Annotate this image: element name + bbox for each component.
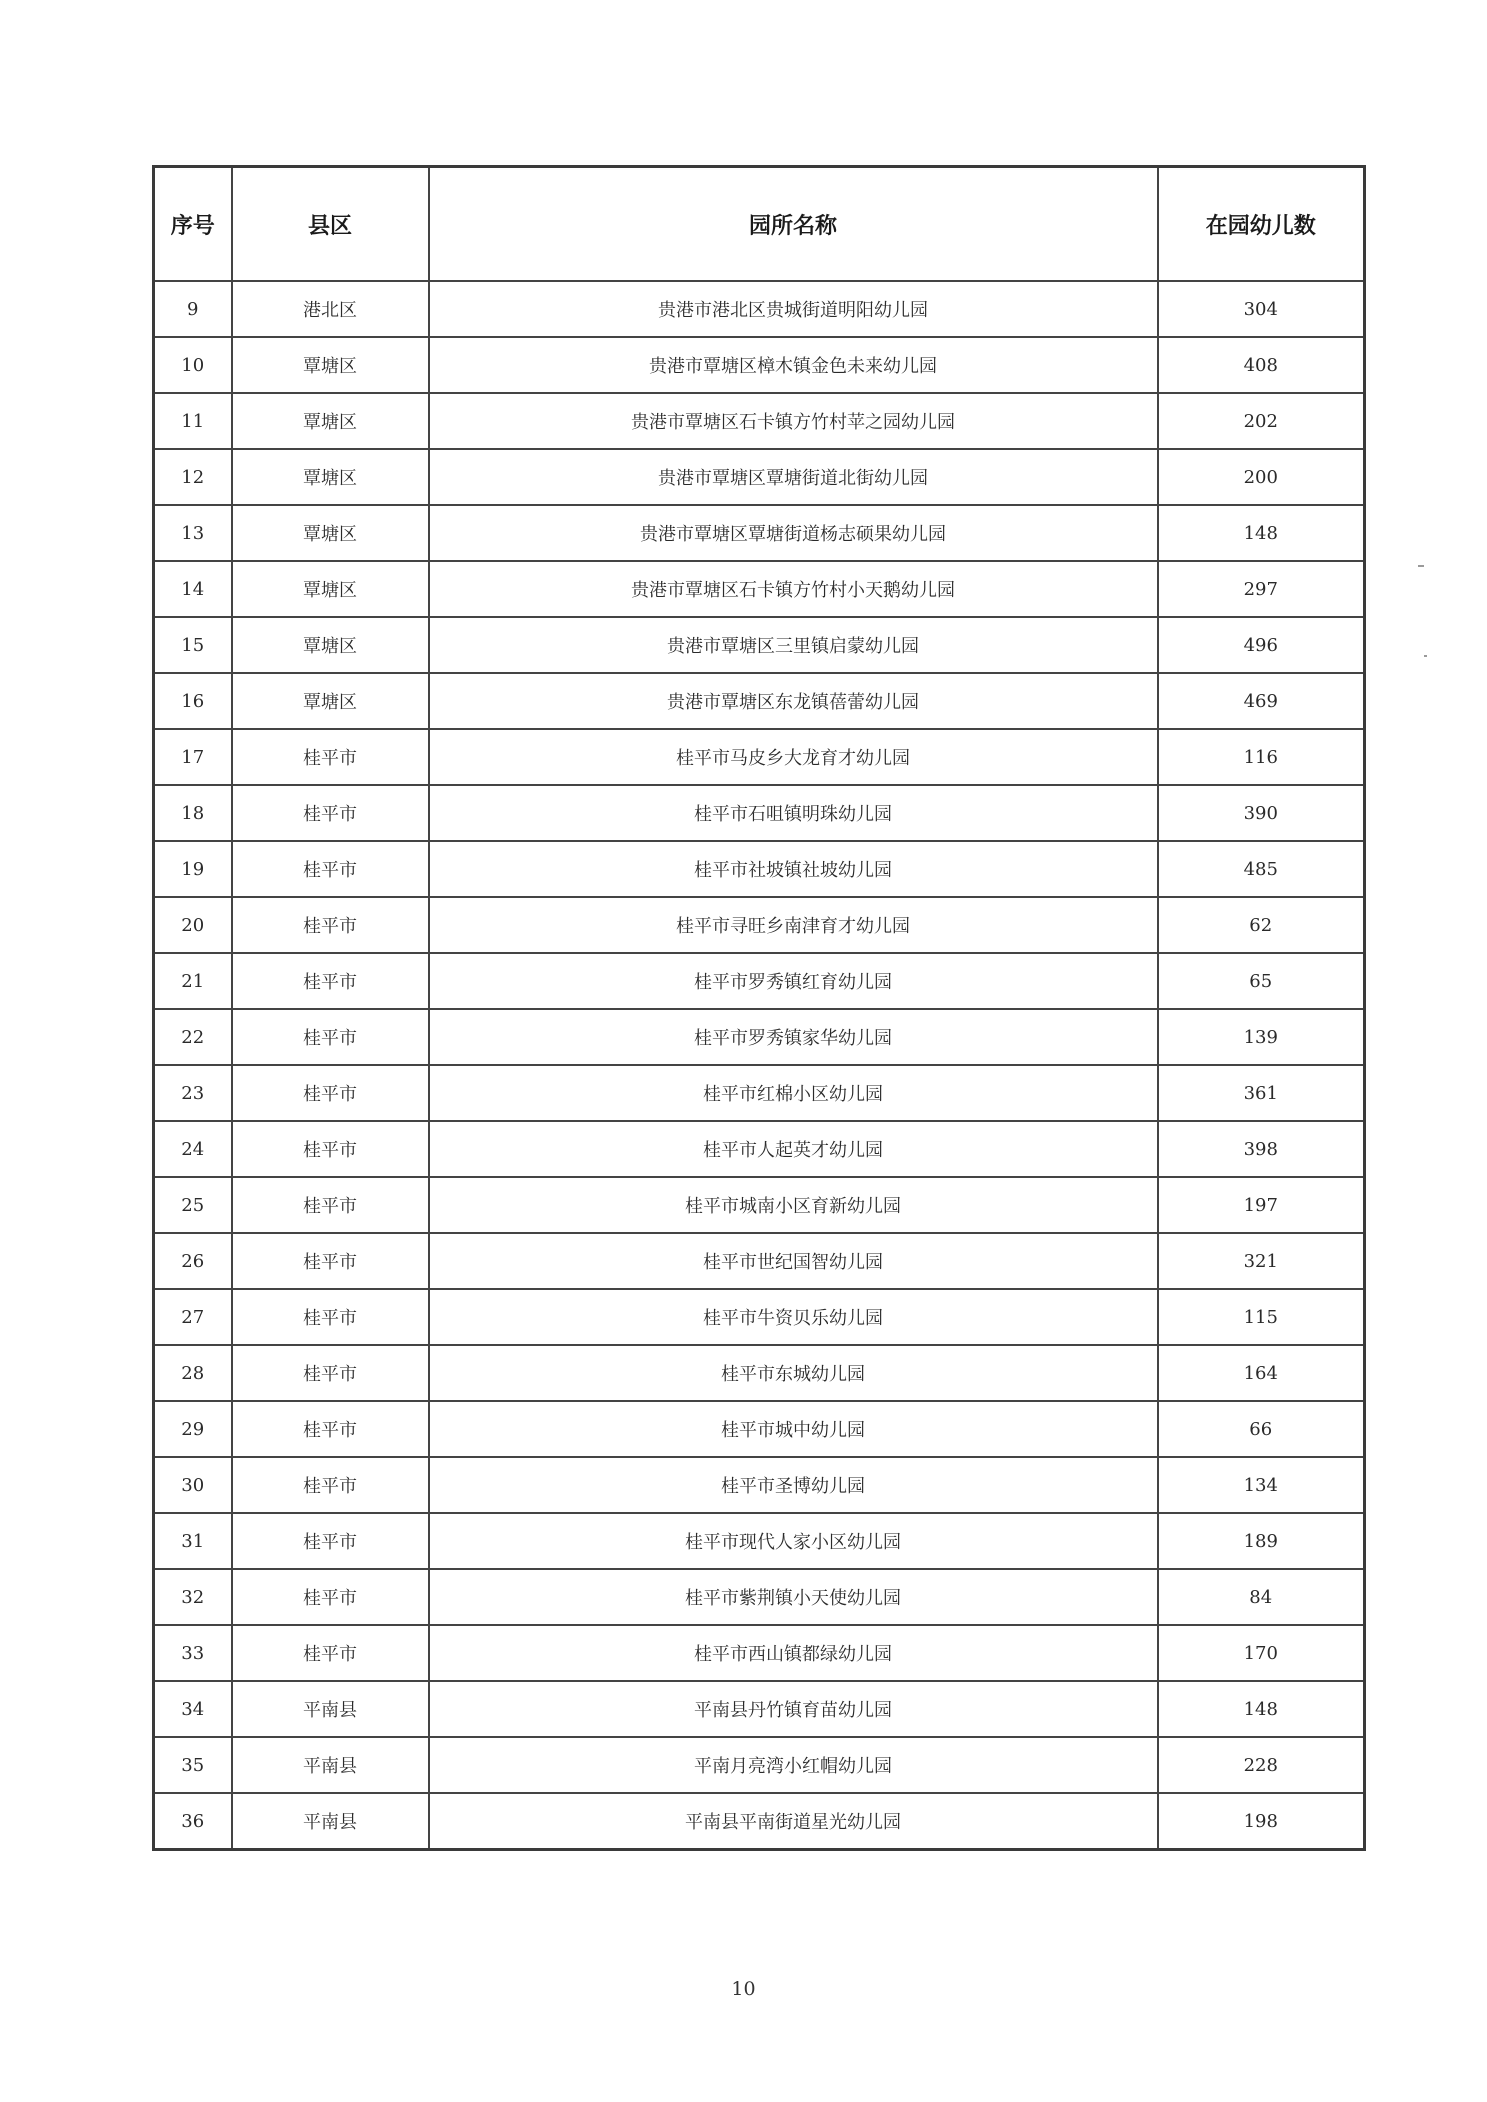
- table-row: [154, 617, 1365, 673]
- cell-seq: 16: [154, 673, 232, 729]
- cell-county: 覃塘区: [232, 673, 429, 729]
- cell-county: 桂平市: [232, 1009, 429, 1065]
- cell-count: 297: [1158, 561, 1365, 617]
- table-row: [154, 1625, 1365, 1681]
- cell-count: 197: [1158, 1177, 1365, 1233]
- cell-count: 485: [1158, 841, 1365, 897]
- header-count: 在园幼儿数: [1158, 167, 1365, 282]
- cell-name: 贵港市覃塘区覃塘街道杨志硕果幼儿园: [429, 505, 1158, 561]
- cell-count: 148: [1158, 505, 1365, 561]
- cell-county: 覃塘区: [232, 617, 429, 673]
- table-row: [154, 785, 1365, 841]
- cell-count: 134: [1158, 1457, 1365, 1513]
- cell-name: 桂平市东城幼儿园: [429, 1345, 1158, 1401]
- cell-county: 桂平市: [232, 1121, 429, 1177]
- cell-seq: 13: [154, 505, 232, 561]
- table-row: [154, 841, 1365, 897]
- header-seq: 序号: [154, 167, 232, 282]
- cell-count: 189: [1158, 1513, 1365, 1569]
- cell-county: 桂平市: [232, 785, 429, 841]
- cell-count: 496: [1158, 617, 1365, 673]
- table-row: [154, 1009, 1365, 1065]
- cell-county: 桂平市: [232, 729, 429, 785]
- cell-count: 398: [1158, 1121, 1365, 1177]
- cell-county: 覃塘区: [232, 561, 429, 617]
- cell-count: 361: [1158, 1065, 1365, 1121]
- cell-seq: 11: [154, 393, 232, 449]
- cell-county: 桂平市: [232, 1345, 429, 1401]
- cell-count: 228: [1158, 1737, 1365, 1793]
- cell-seq: 34: [154, 1681, 232, 1737]
- cell-county: 覃塘区: [232, 505, 429, 561]
- cell-county: 桂平市: [232, 1401, 429, 1457]
- cell-name: 贵港市覃塘区三里镇启蒙幼儿园: [429, 617, 1158, 673]
- cell-county: 平南县: [232, 1737, 429, 1793]
- cell-count: 148: [1158, 1681, 1365, 1737]
- cell-county: 桂平市: [232, 1625, 429, 1681]
- table-row: [154, 729, 1365, 785]
- table-row: [154, 505, 1365, 561]
- cell-county: 桂平市: [232, 1065, 429, 1121]
- cell-county: 覃塘区: [232, 337, 429, 393]
- table-row: [154, 673, 1365, 729]
- cell-name: 桂平市人起英才幼儿园: [429, 1121, 1158, 1177]
- table-row: [154, 281, 1365, 337]
- scan-artifact-mark: [1418, 565, 1424, 567]
- table-row: [154, 1065, 1365, 1121]
- table-row: [154, 1569, 1365, 1625]
- table-row: [154, 953, 1365, 1009]
- cell-name: 贵港市覃塘区石卡镇方竹村苹之园幼儿园: [429, 393, 1158, 449]
- cell-count: 198: [1158, 1793, 1365, 1850]
- cell-name: 平南县平南街道星光幼儿园: [429, 1793, 1158, 1850]
- cell-count: 115: [1158, 1289, 1365, 1345]
- table-row: [154, 1233, 1365, 1289]
- cell-name: 贵港市港北区贵城街道明阳幼儿园: [429, 281, 1158, 337]
- cell-county: 桂平市: [232, 953, 429, 1009]
- cell-name: 桂平市城南小区育新幼儿园: [429, 1177, 1158, 1233]
- cell-seq: 14: [154, 561, 232, 617]
- cell-seq: 25: [154, 1177, 232, 1233]
- cell-name: 贵港市覃塘区樟木镇金色未来幼儿园: [429, 337, 1158, 393]
- cell-seq: 9: [154, 281, 232, 337]
- cell-seq: 18: [154, 785, 232, 841]
- table-row: [154, 1681, 1365, 1737]
- cell-count: 408: [1158, 337, 1365, 393]
- cell-seq: 36: [154, 1793, 232, 1850]
- cell-name: 桂平市寻旺乡南津育才幼儿园: [429, 897, 1158, 953]
- cell-seq: 23: [154, 1065, 232, 1121]
- cell-county: 桂平市: [232, 1177, 429, 1233]
- cell-seq: 10: [154, 337, 232, 393]
- table-row: [154, 1345, 1365, 1401]
- cell-count: 62: [1158, 897, 1365, 953]
- cell-county: 桂平市: [232, 897, 429, 953]
- table-row: [154, 1457, 1365, 1513]
- cell-count: 321: [1158, 1233, 1365, 1289]
- cell-seq: 17: [154, 729, 232, 785]
- cell-seq: 15: [154, 617, 232, 673]
- header-name: 园所名称: [429, 167, 1158, 282]
- cell-county: 桂平市: [232, 1233, 429, 1289]
- cell-name: 桂平市现代人家小区幼儿园: [429, 1513, 1158, 1569]
- cell-count: 304: [1158, 281, 1365, 337]
- cell-seq: 32: [154, 1569, 232, 1625]
- cell-county: 平南县: [232, 1681, 429, 1737]
- cell-seq: 19: [154, 841, 232, 897]
- table-row: [154, 449, 1365, 505]
- cell-seq: 31: [154, 1513, 232, 1569]
- cell-county: 桂平市: [232, 1289, 429, 1345]
- scan-artifact-mark: [1424, 655, 1427, 657]
- cell-count: 65: [1158, 953, 1365, 1009]
- cell-name: 贵港市覃塘区覃塘街道北街幼儿园: [429, 449, 1158, 505]
- cell-name: 桂平市城中幼儿园: [429, 1401, 1158, 1457]
- cell-seq: 33: [154, 1625, 232, 1681]
- cell-seq: 35: [154, 1737, 232, 1793]
- header-row: [154, 167, 1365, 282]
- cell-count: 469: [1158, 673, 1365, 729]
- cell-name: 桂平市西山镇都绿幼儿园: [429, 1625, 1158, 1681]
- table-row: [154, 561, 1365, 617]
- cell-name: 桂平市红棉小区幼儿园: [429, 1065, 1158, 1121]
- cell-name: 桂平市牛资贝乐幼儿园: [429, 1289, 1158, 1345]
- cell-county: 桂平市: [232, 1457, 429, 1513]
- cell-count: 202: [1158, 393, 1365, 449]
- cell-name: 贵港市覃塘区石卡镇方竹村小天鹅幼儿园: [429, 561, 1158, 617]
- cell-county: 平南县: [232, 1793, 429, 1850]
- cell-county: 桂平市: [232, 1513, 429, 1569]
- cell-name: 桂平市石咀镇明珠幼儿园: [429, 785, 1158, 841]
- table-row: [154, 1121, 1365, 1177]
- cell-name: 桂平市罗秀镇红育幼儿园: [429, 953, 1158, 1009]
- cell-name: 桂平市马皮乡大龙育才幼儿园: [429, 729, 1158, 785]
- page-number: 10: [731, 1978, 756, 2000]
- cell-name: 平南月亮湾小红帽幼儿园: [429, 1737, 1158, 1793]
- table-header: [154, 167, 1365, 282]
- cell-seq: 22: [154, 1009, 232, 1065]
- cell-seq: 26: [154, 1233, 232, 1289]
- cell-name: 贵港市覃塘区东龙镇蓓蕾幼儿园: [429, 673, 1158, 729]
- cell-seq: 29: [154, 1401, 232, 1457]
- cell-count: 66: [1158, 1401, 1365, 1457]
- table-row: [154, 1289, 1365, 1345]
- cell-seq: 12: [154, 449, 232, 505]
- table-row: [154, 897, 1365, 953]
- cell-seq: 28: [154, 1345, 232, 1401]
- table-row: [154, 1401, 1365, 1457]
- cell-name: 平南县丹竹镇育苗幼儿园: [429, 1681, 1158, 1737]
- cell-county: 覃塘区: [232, 393, 429, 449]
- cell-count: 390: [1158, 785, 1365, 841]
- cell-count: 200: [1158, 449, 1365, 505]
- table-row: [154, 1793, 1365, 1850]
- header-county: 县区: [232, 167, 429, 282]
- cell-seq: 24: [154, 1121, 232, 1177]
- table-row: [154, 337, 1365, 393]
- kindergarten-table: [152, 165, 1366, 1851]
- cell-name: 桂平市世纪国智幼儿园: [429, 1233, 1158, 1289]
- cell-county: 港北区: [232, 281, 429, 337]
- cell-name: 桂平市社坡镇社坡幼儿园: [429, 841, 1158, 897]
- cell-seq: 20: [154, 897, 232, 953]
- table-body: [154, 281, 1365, 1850]
- cell-county: 桂平市: [232, 841, 429, 897]
- cell-seq: 30: [154, 1457, 232, 1513]
- cell-name: 桂平市圣博幼儿园: [429, 1457, 1158, 1513]
- cell-count: 84: [1158, 1569, 1365, 1625]
- cell-county: 桂平市: [232, 1569, 429, 1625]
- cell-count: 164: [1158, 1345, 1365, 1401]
- cell-name: 桂平市罗秀镇家华幼儿园: [429, 1009, 1158, 1065]
- cell-count: 170: [1158, 1625, 1365, 1681]
- table-row: [154, 1737, 1365, 1793]
- cell-county: 覃塘区: [232, 449, 429, 505]
- cell-count: 139: [1158, 1009, 1365, 1065]
- cell-name: 桂平市紫荆镇小天使幼儿园: [429, 1569, 1158, 1625]
- table-row: [154, 1177, 1365, 1233]
- table-row: [154, 1513, 1365, 1569]
- cell-seq: 21: [154, 953, 232, 1009]
- cell-seq: 27: [154, 1289, 232, 1345]
- cell-count: 116: [1158, 729, 1365, 785]
- table-row: [154, 393, 1365, 449]
